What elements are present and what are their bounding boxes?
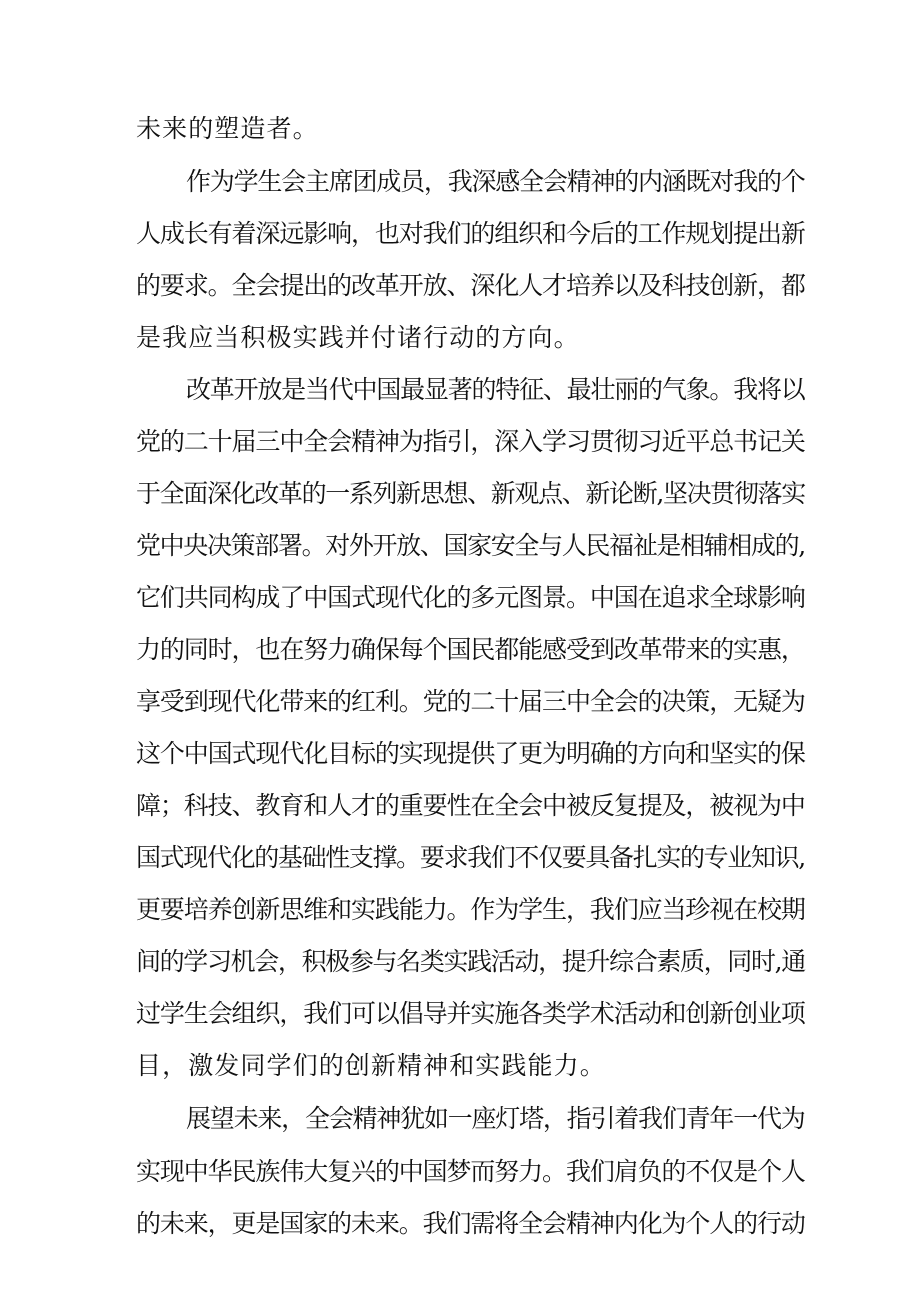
paragraph-start-line: 作为学生会主席团成员，我深感全会精神的内涵既对我的个 xyxy=(186,167,805,196)
text-line: 人成长有着深远影响，也对我们的组织和今后的工作规划提出新 xyxy=(136,219,805,248)
text-line: 实现中华民族伟大复兴的中国梦而努力。我们肩负的不仅是个人 xyxy=(136,1157,805,1186)
text-line: 更要培养创新思维和实践能力。作为学生，我们应当珍视在校期 xyxy=(136,895,805,924)
paragraph-start-line: 改革开放是当代中国最显著的特征、最壮丽的气象。我将以 xyxy=(186,375,805,404)
text-line: 的要求。全会提出的改革开放、深化人才培养以及科技创新，都 xyxy=(136,271,805,300)
text-line: 这个中国式现代化目标的实现提供了更为明确的方向和坚实的保 xyxy=(136,739,805,768)
text-line: 享受到现代化带来的红利。党的二十届三中全会的决策，无疑为 xyxy=(136,687,805,716)
text-line: 障；科技、教育和人才的重要性在全会中被反复提及，被视为中 xyxy=(136,791,805,820)
text-line: 的未来，更是国家的未来。我们需将全会精神内化为个人的行动 xyxy=(136,1209,805,1238)
text-line: 党的二十届三中全会精神为指引，深入学习贯彻习近平总书记关 xyxy=(136,427,805,456)
text-line: 国式现代化的基础性支撑。要求我们不仅要具备扎实的专业知识, xyxy=(136,843,805,872)
text-line: 过学生会组织，我们可以倡导并实施各类学术活动和创新创业项 xyxy=(136,999,805,1028)
text-line: 于全面深化改革的一系列新思想、新观点、新论断,坚决贯彻落实 xyxy=(136,479,805,508)
text-line: 它们共同构成了中国式现代化的多元图景。中国在追求全球影响 xyxy=(136,583,805,612)
text-line: 力的同时，也在努力确保每个国民都能感受到改革带来的实惠， xyxy=(136,635,805,664)
text-line: 未来的塑造者。 xyxy=(136,114,319,143)
text-line: 党中央决策部署。对外开放、国家安全与人民福祉是相辅相成的, xyxy=(136,531,805,560)
text-line: 间的学习机会，积极参与名类实践活动，提升综合素质，同时,通 xyxy=(136,947,805,976)
paragraph-start-line: 展望未来，全会精神犹如一座灯塔，指引着我们青年一代为 xyxy=(186,1104,805,1133)
text-line: 是我应当积极实践并付诸行动的方向。 xyxy=(136,323,580,352)
text-line: 目，激发同学们的创新精神和实践能力。 xyxy=(136,1051,606,1080)
